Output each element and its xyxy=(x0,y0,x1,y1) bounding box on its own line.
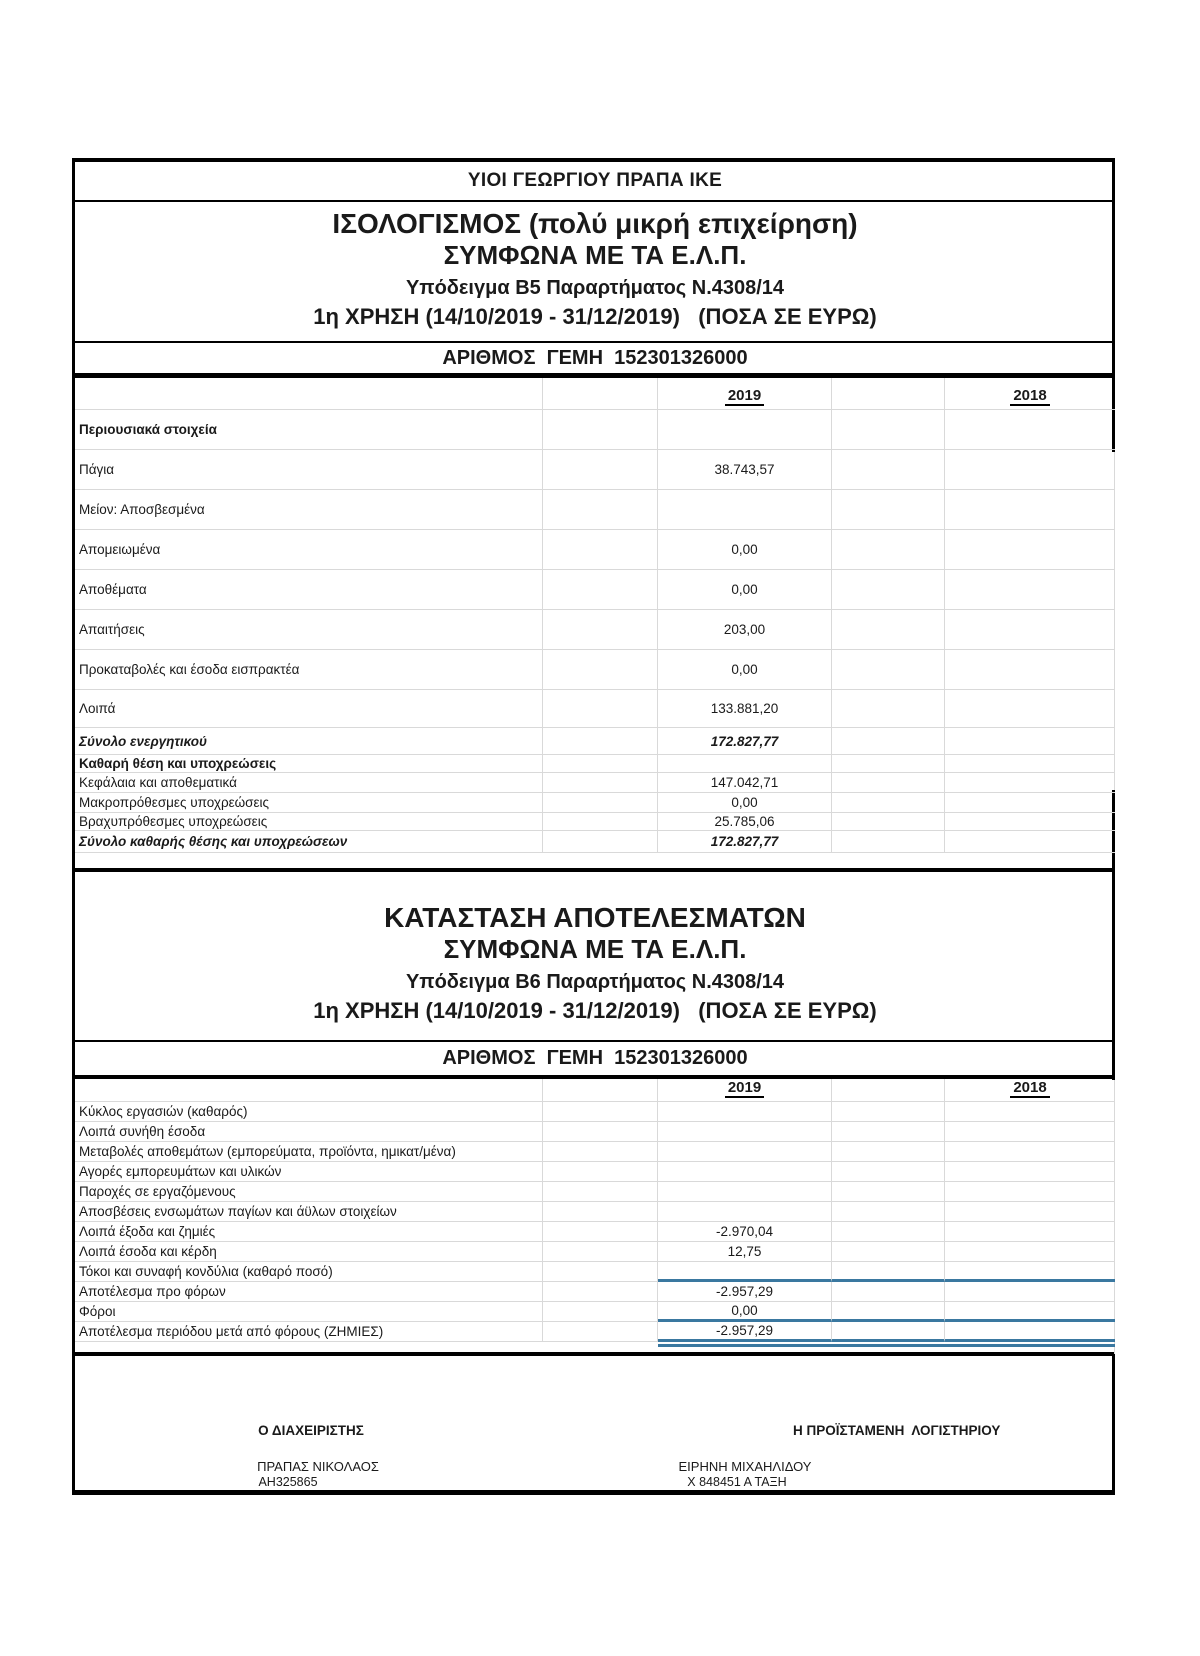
value-2019-cell xyxy=(658,490,832,530)
manager-id-number: ΑΗ325865 xyxy=(258,1475,318,1489)
row-label: Μεταβολές αποθεμάτων (εμπορεύματα, προϊόντα, ημικατ/μένα) xyxy=(75,1142,543,1162)
spacer-cell xyxy=(832,1102,945,1122)
income-statement-header xyxy=(75,872,1115,1042)
spacer-cell xyxy=(832,831,945,853)
row-label: Βραχυπρόθεσμες υποχρεώσεις xyxy=(75,813,543,831)
balance-sheet-period-line: 1η ΧΡΗΣΗ (14/10/2019 - 31/12/2019) (ΠΟΣΑ ΣΕ ΕΥΡΩ) xyxy=(313,304,877,329)
year-2018-label: 2018 xyxy=(1010,1080,1049,1098)
table-row xyxy=(75,831,1115,853)
value-2019-cell xyxy=(658,755,832,773)
spacer-cell xyxy=(832,1122,945,1142)
spacer-cell xyxy=(543,1222,658,1242)
balance-sheet-title: ΙΣΟΛΟΓΙΣΜΟΣ (πολύ μικρή επιχείρηση) xyxy=(332,208,858,239)
row-label: Καθαρή θέση και υποχρεώσεις xyxy=(75,755,543,773)
financial-statement-document xyxy=(72,158,1115,1495)
spacer-cell xyxy=(832,378,945,410)
spacer-cell xyxy=(543,570,658,610)
spacer-cell xyxy=(832,1242,945,1262)
row-label: Αποθέματα xyxy=(75,570,543,610)
row-label: Απαιτήσεις xyxy=(75,610,543,650)
spacer-cell xyxy=(832,1302,945,1322)
value-2019-cell xyxy=(658,1162,832,1182)
spacer-cell xyxy=(832,1142,945,1162)
table-row xyxy=(75,1142,1115,1162)
spacer-cell xyxy=(543,728,658,755)
year-2019-header xyxy=(658,378,832,410)
row-label: Μείον: Αποσβεσμένα xyxy=(75,490,543,530)
value-2018-cell xyxy=(945,410,1115,450)
year-2019-label: 2019 xyxy=(725,388,764,406)
value-2018-cell xyxy=(945,610,1115,650)
company-name: ΥΙΟΙ ΓΕΩΡΓΙΟΥ ΠΡΑΠΑ ΙΚΕ xyxy=(75,162,1115,202)
spacer-cell xyxy=(543,773,658,793)
value-2019-cell: 133.881,20 xyxy=(658,690,832,728)
section-gap xyxy=(75,853,1115,868)
manager-signature-title: Ο ΔΙΑΧΕΙΡΙΣΤΗΣ xyxy=(258,1423,364,1438)
year-header-row xyxy=(75,1079,1115,1102)
spacer-cell xyxy=(832,690,945,728)
row-label: Λοιπά xyxy=(75,690,543,728)
value-2019-cell: 25.785,06 xyxy=(658,813,832,831)
spacer-cell xyxy=(543,1202,658,1222)
balance-sheet-gemi-number: ΑΡΙΘΜΟΣ ΓΕΜΗ 152301326000 xyxy=(75,343,1115,378)
value-2018-cell xyxy=(945,813,1115,831)
spacer-cell xyxy=(543,1102,658,1122)
spacer-cell xyxy=(832,1282,945,1302)
spacer-cell xyxy=(543,690,658,728)
income-statement-table xyxy=(75,1079,1115,1342)
row-label: Λοιπά έσοδα και κέρδη xyxy=(75,1242,543,1262)
spacer-cell xyxy=(832,773,945,793)
spacer-cell xyxy=(543,530,658,570)
value-2018-cell xyxy=(945,1262,1115,1282)
value-2018-cell xyxy=(945,570,1115,610)
value-2019-cell: 38.743,57 xyxy=(658,450,832,490)
spacer-cell xyxy=(543,755,658,773)
row-label: Πάγια xyxy=(75,450,543,490)
spacer-cell xyxy=(543,410,658,450)
table-row xyxy=(75,1182,1115,1202)
value-2018-cell xyxy=(945,1322,1115,1342)
table-row xyxy=(75,450,1115,490)
row-label: Απομειωμένα xyxy=(75,530,543,570)
signature-section xyxy=(75,1356,1115,1490)
value-2019-cell xyxy=(658,410,832,450)
row-label: Αποσβέσεις ενσωμάτων παγίων και άϋλων στοιχείων xyxy=(75,1202,543,1222)
spacer-cell xyxy=(543,793,658,813)
table-row xyxy=(75,813,1115,831)
row-label: Περιουσιακά στοιχεία xyxy=(75,410,543,450)
table-row xyxy=(75,1282,1115,1302)
value-2019-cell xyxy=(658,1182,832,1202)
balance-sheet-subtitle: ΣΥΜΦΩΝΑ ΜΕ ΤΑ Ε.Λ.Π. xyxy=(443,240,747,270)
spacer-cell xyxy=(832,1202,945,1222)
spacer-cell xyxy=(543,1079,658,1102)
value-2018-cell xyxy=(945,1242,1115,1262)
table-row xyxy=(75,570,1115,610)
year-2019-header xyxy=(658,1079,832,1102)
spacer-cell xyxy=(832,410,945,450)
row-label: Αγορές εμπορευμάτων και υλικών xyxy=(75,1162,543,1182)
value-2018-cell xyxy=(945,1142,1115,1162)
spacer-cell xyxy=(832,1262,945,1282)
spacer-cell xyxy=(543,831,658,853)
value-2019-cell: 0,00 xyxy=(658,570,832,610)
table-row xyxy=(75,1242,1115,1262)
spacer-cell xyxy=(543,1282,658,1302)
value-2019-cell xyxy=(658,1142,832,1162)
table-row xyxy=(75,793,1115,813)
income-statement-period-line: 1η ΧΡΗΣΗ (14/10/2019 - 31/12/2019) (ΠΟΣΑ ΣΕ ΕΥΡΩ) xyxy=(313,998,877,1023)
spacer-cell xyxy=(543,1322,658,1342)
balance-sheet-header xyxy=(75,202,1115,343)
table-row xyxy=(75,610,1115,650)
spacer-cell xyxy=(543,490,658,530)
year-2018-header xyxy=(945,1079,1115,1102)
year-2018-header xyxy=(945,378,1115,410)
value-2018-cell xyxy=(945,1182,1115,1202)
table-row xyxy=(75,1302,1115,1322)
year-2019-label: 2019 xyxy=(725,1080,764,1098)
income-statement-template-line: Υπόδειγμα Β6 Παραρτήματος Ν.4308/14 xyxy=(405,971,785,993)
spacer-cell xyxy=(832,813,945,831)
value-2019-cell: 172.827,77 xyxy=(658,831,832,853)
value-2018-cell xyxy=(945,1102,1115,1122)
row-label: Μακροπρόθεσμες υποχρεώσεις xyxy=(75,793,543,813)
value-2019-cell: 172.827,77 xyxy=(658,728,832,755)
row-label: Λοιπά συνήθη έσοδα xyxy=(75,1122,543,1142)
table-row xyxy=(75,773,1115,793)
spacer-cell xyxy=(832,1079,945,1102)
value-2018-cell xyxy=(945,490,1115,530)
value-2018-cell xyxy=(945,1202,1115,1222)
value-2019-cell xyxy=(658,1102,832,1122)
value-2019-cell: 203,00 xyxy=(658,610,832,650)
value-2018-cell xyxy=(945,1302,1115,1322)
value-2019-cell: 0,00 xyxy=(658,793,832,813)
spacer-cell xyxy=(832,1182,945,1202)
value-2019-cell: 147.042,71 xyxy=(658,773,832,793)
value-2018-cell xyxy=(945,1162,1115,1182)
value-2019-cell: 12,75 xyxy=(658,1242,832,1262)
row-label: Φόροι xyxy=(75,1302,543,1322)
income-statement-gemi-number: ΑΡΙΘΜΟΣ ΓΕΜΗ 152301326000 xyxy=(75,1042,1115,1079)
spacer-cell xyxy=(832,610,945,650)
chief-accountant-signature-title: Η ΠΡΟΪΣΤΑΜΕΝΗ ΛΟΓΙΣΤΗΡΙΟΥ xyxy=(793,1423,1001,1438)
table-row xyxy=(75,1262,1115,1282)
table-row xyxy=(75,1162,1115,1182)
value-2019-cell: -2.957,29 xyxy=(658,1282,832,1302)
income-statement-title: ΚΑΤΑΣΤΑΣΗ ΑΠΟΤΕΛΕΣΜΑΤΩΝ xyxy=(384,902,806,933)
value-2018-cell xyxy=(945,831,1115,853)
table-row xyxy=(75,1202,1115,1222)
row-label xyxy=(75,1079,543,1102)
balance-sheet-table xyxy=(75,378,1115,853)
chief-accountant-id-number: Χ 848451 Α ΤΑΞΗ xyxy=(687,1475,787,1489)
value-2018-cell xyxy=(945,728,1115,755)
value-2018-cell xyxy=(945,650,1115,690)
table-row xyxy=(75,690,1115,728)
row-label: Κεφάλαια και αποθεματικά xyxy=(75,773,543,793)
spacer-cell xyxy=(543,1122,658,1142)
spacer-cell xyxy=(832,793,945,813)
value-2018-cell xyxy=(945,450,1115,490)
table-row xyxy=(75,1222,1115,1242)
value-2019-cell xyxy=(658,1202,832,1222)
table-row xyxy=(75,490,1115,530)
value-2019-cell xyxy=(658,1262,832,1282)
year-header-row xyxy=(75,378,1115,410)
row-label: Προκαταβολές και έσοδα εισπρακτέα xyxy=(75,650,543,690)
row-label xyxy=(75,378,543,410)
year-2018-label: 2018 xyxy=(1010,388,1049,406)
table-row xyxy=(75,410,1115,450)
spacer-cell xyxy=(832,530,945,570)
spacer-cell xyxy=(543,1182,658,1202)
value-2018-cell xyxy=(945,793,1115,813)
value-2019-cell: 0,00 xyxy=(658,1302,832,1322)
spacer-cell xyxy=(832,755,945,773)
table-row xyxy=(75,1122,1115,1142)
spacer-cell xyxy=(832,450,945,490)
income-statement-subtitle: ΣΥΜΦΩΝΑ ΜΕ ΤΑ Ε.Λ.Π. xyxy=(443,934,747,964)
table-row xyxy=(75,530,1115,570)
row-label: Σύνολο ενεργητικού xyxy=(75,728,543,755)
table-row xyxy=(75,1322,1115,1342)
table-row xyxy=(75,728,1115,755)
value-2018-cell xyxy=(945,755,1115,773)
spacer-cell xyxy=(543,610,658,650)
row-label: Κύκλος εργασιών (καθαρός) xyxy=(75,1102,543,1122)
value-2019-cell xyxy=(658,1122,832,1142)
value-2018-cell xyxy=(945,690,1115,728)
spacer-cell xyxy=(832,650,945,690)
spacer-cell xyxy=(832,1222,945,1242)
row-label: Σύνολο καθαρής θέσης και υποχρεώσεων xyxy=(75,831,543,853)
value-2018-cell xyxy=(945,773,1115,793)
table-row xyxy=(75,755,1115,773)
spacer-cell xyxy=(832,1322,945,1342)
value-2018-cell xyxy=(945,1222,1115,1242)
row-label: Αποτέλεσμα περιόδου μετά από φόρους (ΖΗΜΙΕΣ) xyxy=(75,1322,543,1342)
value-2018-cell xyxy=(945,1122,1115,1142)
spacer-cell xyxy=(832,490,945,530)
spacer-cell xyxy=(832,728,945,755)
value-2019-cell: -2.970,04 xyxy=(658,1222,832,1242)
row-label: Αποτέλεσμα προ φόρων xyxy=(75,1282,543,1302)
spacer-cell xyxy=(832,570,945,610)
double-underline-accent xyxy=(658,1344,1115,1347)
spacer-cell xyxy=(543,1162,658,1182)
table-row xyxy=(75,650,1115,690)
row-label: Λοιπά έξοδα και ζημιές xyxy=(75,1222,543,1242)
spacer-cell xyxy=(543,813,658,831)
spacer-cell xyxy=(543,650,658,690)
spacer-cell xyxy=(543,1302,658,1322)
value-2018-cell xyxy=(945,1282,1115,1302)
value-2019-cell: -2.957,29 xyxy=(658,1322,832,1342)
spacer-cell xyxy=(543,1242,658,1262)
spacer-cell xyxy=(543,450,658,490)
row-label: Παροχές σε εργαζόμενους xyxy=(75,1182,543,1202)
manager-name: ΠΡΑΠΑΣ ΝΙΚΟΛΑΟΣ xyxy=(257,1459,379,1474)
table-row xyxy=(75,1102,1115,1122)
chief-accountant-name: ΕΙΡΗΝΗ ΜΙΧΑΗΛΙΔΟΥ xyxy=(678,1459,812,1474)
value-2019-cell: 0,00 xyxy=(658,650,832,690)
spacer-cell xyxy=(543,1262,658,1282)
row-label: Τόκοι και συναφή κονδύλια (καθαρό ποσό) xyxy=(75,1262,543,1282)
value-2019-cell: 0,00 xyxy=(658,530,832,570)
balance-sheet-template-line: Υπόδειγμα Β5 Παραρτήματος Ν.4308/14 xyxy=(405,277,785,299)
value-2018-cell xyxy=(945,530,1115,570)
spacer-cell xyxy=(832,1162,945,1182)
spacer-cell xyxy=(543,378,658,410)
spacer-cell xyxy=(543,1142,658,1162)
